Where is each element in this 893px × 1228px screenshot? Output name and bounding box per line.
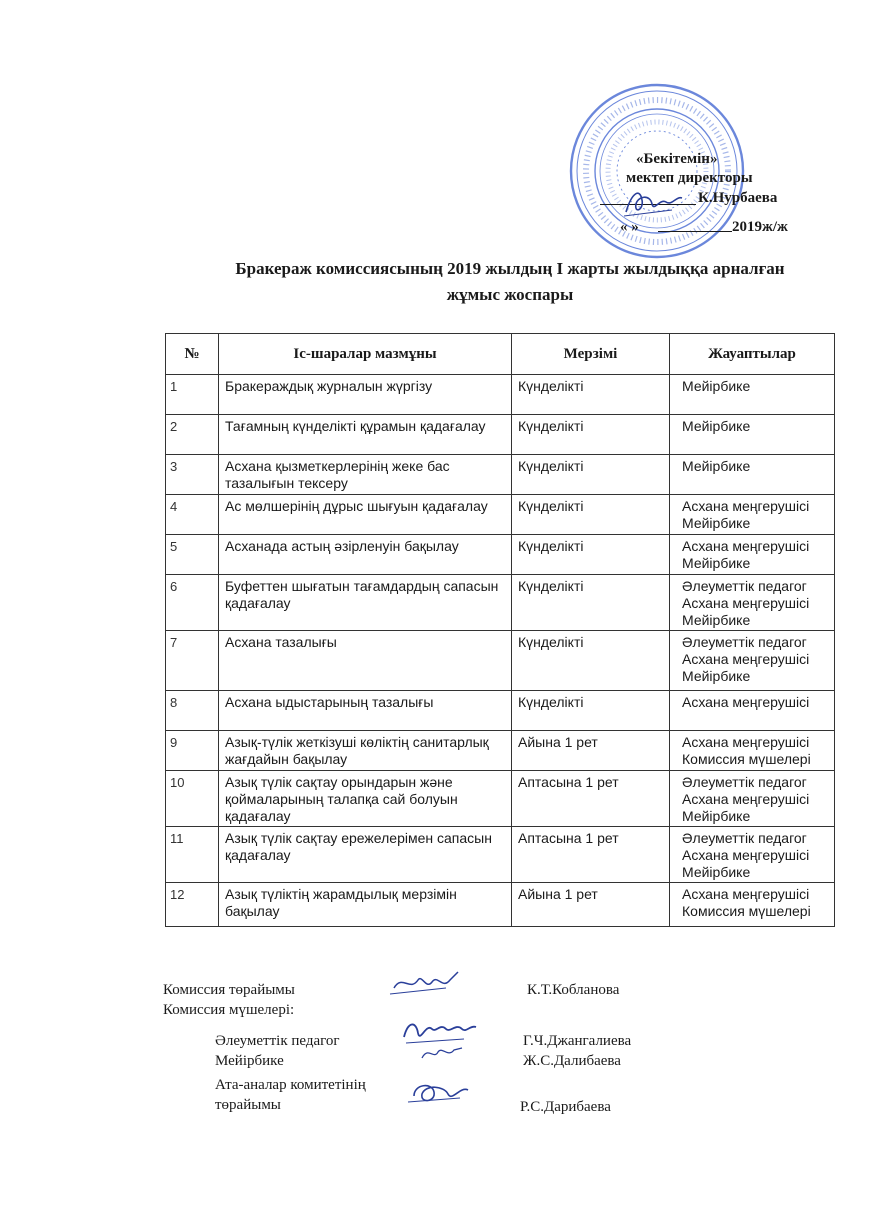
- members-label: Комиссия мүшелері:: [163, 1002, 295, 1018]
- approval-title: «Бекітемін»: [636, 151, 718, 167]
- table-row: [166, 575, 835, 631]
- work-plan-table: [165, 333, 835, 927]
- row-number: 11: [166, 827, 219, 883]
- row-number: 6: [166, 575, 219, 631]
- row-term: Айына 1 рет: [512, 883, 670, 927]
- approval-date-line: [658, 227, 732, 232]
- nurse-signature: [418, 1042, 468, 1064]
- row-number: 8: [166, 691, 219, 731]
- header-number: №: [166, 334, 219, 375]
- chair-label: Комиссия төрайымы: [163, 982, 295, 998]
- parent-committee-role-line2: төрайымы: [215, 1097, 281, 1113]
- row-responsible: Асхана меңгерушісі Комиссия мүшелері: [670, 731, 835, 771]
- table-row: [166, 415, 835, 455]
- table-row: [166, 691, 835, 731]
- row-number: 1: [166, 375, 219, 415]
- row-responsible: Әлеуметтік педагог Асхана меңгерушісі Мейірбике: [670, 827, 835, 883]
- row-activity: Азық-түлік жеткізуші көліктің санитарлық жағдайын бақылау: [219, 731, 512, 771]
- row-number: 10: [166, 771, 219, 827]
- header-responsible: Жауаптылар: [670, 334, 835, 375]
- member-role: Мейірбике: [215, 1053, 284, 1069]
- table-row: [166, 495, 835, 535]
- row-term: Күнделікті: [512, 375, 670, 415]
- table-row: [166, 771, 835, 827]
- member-role: Әлеуметтік педагог: [215, 1033, 340, 1049]
- row-responsible: Әлеуметтік педагог Асхана меңгерушісі Мейірбике: [670, 771, 835, 827]
- row-term: Күнделікті: [512, 495, 670, 535]
- document-title: [140, 256, 880, 308]
- table-row: [166, 883, 835, 927]
- row-number: 2: [166, 415, 219, 455]
- row-responsible: Мейірбике: [670, 415, 835, 455]
- member-name: Г.Ч.Джангалиева: [523, 1033, 632, 1049]
- director-signature: [622, 186, 686, 220]
- row-number: 12: [166, 883, 219, 927]
- row-responsible: Мейірбике: [670, 375, 835, 415]
- row-activity: Бракераждық журналын жүргізу: [219, 375, 512, 415]
- row-term: Күнделікті: [512, 535, 670, 575]
- row-term: Күнделікті: [512, 575, 670, 631]
- document-title-line1: Бракераж комиссиясының 2019 жылдың I жарты жылдыққа арналған: [235, 259, 785, 278]
- document-title-line2: жұмыс жоспары: [446, 285, 574, 304]
- row-activity: Асхана ыдыстарының тазалығы: [219, 691, 512, 731]
- table-row: [166, 535, 835, 575]
- row-responsible: Асхана меңгерушісі Комиссия мүшелері: [670, 883, 835, 927]
- approval-date-prefix: « »: [620, 219, 639, 235]
- row-term: Күнделікті: [512, 455, 670, 495]
- header-term: Мерзімі: [512, 334, 670, 375]
- row-activity: Азық түліктің жарамдылық мерзімін бақылау: [219, 883, 512, 927]
- table-row: [166, 455, 835, 495]
- row-term: Айына 1 рет: [512, 731, 670, 771]
- row-responsible: Асхана меңгерушісі Мейірбике: [670, 535, 835, 575]
- row-term: Аптасына 1 рет: [512, 827, 670, 883]
- table-row: [166, 375, 835, 415]
- row-number: 4: [166, 495, 219, 535]
- row-activity: Асханада астың әзірленуін бақылау: [219, 535, 512, 575]
- chair-name: К.Т.Кобланова: [527, 982, 620, 998]
- approval-director-name: К.Нурбаева: [698, 190, 778, 206]
- row-number: 3: [166, 455, 219, 495]
- table-header-row: [166, 334, 835, 375]
- row-responsible: Асхана меңгерушісі: [670, 691, 835, 731]
- row-activity: Ас мөлшерінің дұрыс шығуын қадағалау: [219, 495, 512, 535]
- row-number: 7: [166, 631, 219, 691]
- row-responsible: Әлеуметтік педагог Асхана меңгерушісі Мейірбике: [670, 631, 835, 691]
- row-activity: Азық түлік сақтау ережелерімен сапасын қадағалау: [219, 827, 512, 883]
- parent-committee-role-line1: Ата-аналар комитетінің: [215, 1077, 366, 1093]
- row-responsible: Асхана меңгерушісі Мейірбике: [670, 495, 835, 535]
- row-term: Күнделікті: [512, 691, 670, 731]
- row-term: Аптасына 1 рет: [512, 771, 670, 827]
- row-activity: Асхана қызметкерлерінің жеке бас тазалығын тексеру: [219, 455, 512, 495]
- table-row: [166, 631, 835, 691]
- row-number: 9: [166, 731, 219, 771]
- parent-committee-signature: [404, 1076, 476, 1110]
- approval-year: 2019ж/ж: [732, 219, 788, 235]
- chair-signature: [388, 968, 468, 1002]
- parent-committee-name: Р.С.Дарибаева: [520, 1099, 611, 1115]
- row-activity: Азық түлік сақтау орындарын және қоймаларының талапқа сай болуын қадағалау: [219, 771, 512, 827]
- header-activity: Іс-шаралар мазмұны: [219, 334, 512, 375]
- row-activity: Тағамның күнделікті құрамын қадағалау: [219, 415, 512, 455]
- row-term: Күнделікті: [512, 415, 670, 455]
- table-row: [166, 731, 835, 771]
- row-number: 5: [166, 535, 219, 575]
- table-row: [166, 827, 835, 883]
- row-responsible: Әлеуметтік педагог Асхана меңгерушісі Мейірбике: [670, 575, 835, 631]
- member-name: Ж.С.Далибаева: [523, 1053, 621, 1069]
- row-activity: Асхана тазалығы: [219, 631, 512, 691]
- row-term: Күнделікті: [512, 631, 670, 691]
- row-responsible: Мейірбике: [670, 455, 835, 495]
- row-activity: Буфеттен шығатын тағамдардың сапасын қадағалау: [219, 575, 512, 631]
- approval-role: мектеп директоры: [626, 170, 753, 186]
